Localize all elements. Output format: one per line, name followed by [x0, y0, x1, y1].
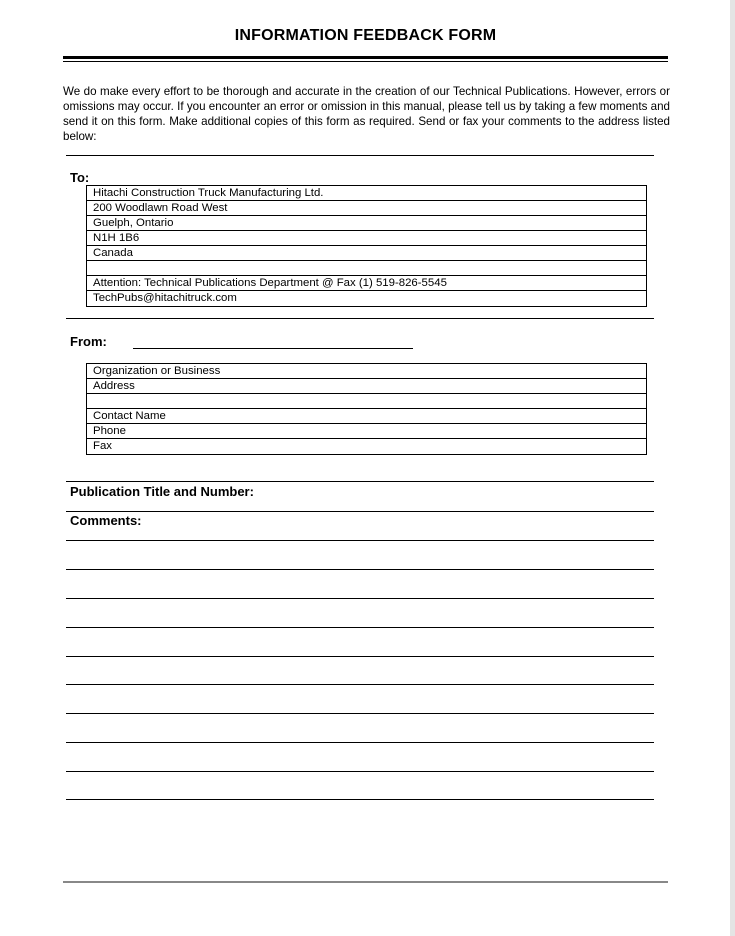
from-name-input-line[interactable] [133, 348, 413, 349]
footer-rule [63, 881, 668, 883]
from-field-fax[interactable]: Fax [93, 440, 112, 452]
to-line-email: TechPubs@hitachitruck.com [93, 292, 237, 304]
comment-line[interactable] [66, 598, 654, 599]
comment-line[interactable] [66, 771, 654, 772]
to-line-street: 200 Woodlawn Road West [87, 201, 646, 216]
comment-line[interactable] [66, 684, 654, 685]
publication-label: Publication Title and Number: [70, 484, 254, 499]
comments-label: Comments: [70, 513, 142, 528]
from-field-phone[interactable]: Phone [87, 424, 646, 439]
comment-line[interactable] [66, 627, 654, 628]
from-field-organization[interactable]: Organization or Business [87, 364, 646, 379]
comment-line[interactable] [66, 713, 654, 714]
from-details-box [86, 363, 647, 455]
publication-input-line[interactable] [66, 511, 654, 512]
to-line-blank [87, 261, 646, 276]
to-line-postal: N1H 1B6 [87, 231, 646, 246]
from-field-address[interactable]: Address [87, 379, 646, 394]
intro-paragraph: We do make every effort to be thorough and accurate in the creation of our Technical Publications. However, errors or omissions may occur. If you encounter an error or omission in this manual, please tell us by taking a few moments and send it on this form. Make additional copies of this form as required. Send or fax your comments to the address listed below: [63, 85, 670, 143]
divider [66, 481, 654, 482]
comment-line[interactable] [66, 799, 654, 800]
title-rule-thick [63, 56, 668, 59]
comment-line[interactable] [66, 742, 654, 743]
from-field-address-2[interactable] [87, 394, 646, 409]
to-line-attention: Attention: Technical Publications Department @ Fax (1) 519-826-5545 [87, 276, 646, 291]
to-address-box [86, 185, 647, 307]
to-label: To: [70, 170, 90, 185]
from-label: From: [70, 334, 107, 349]
page-edge [730, 0, 735, 936]
comment-line[interactable] [66, 656, 654, 657]
from-field-contact-name[interactable]: Contact Name [87, 409, 646, 424]
divider [66, 155, 654, 156]
to-line-company: Hitachi Construction Truck Manufacturing Ltd. [87, 186, 646, 201]
title-rule-thin [63, 61, 668, 62]
to-line-country: Canada [87, 246, 646, 261]
form-title: INFORMATION FEEDBACK FORM [234, 27, 497, 44]
comment-line[interactable] [66, 540, 654, 541]
comment-line[interactable] [66, 569, 654, 570]
to-line-city: Guelph, Ontario [87, 216, 646, 231]
divider [66, 318, 654, 319]
